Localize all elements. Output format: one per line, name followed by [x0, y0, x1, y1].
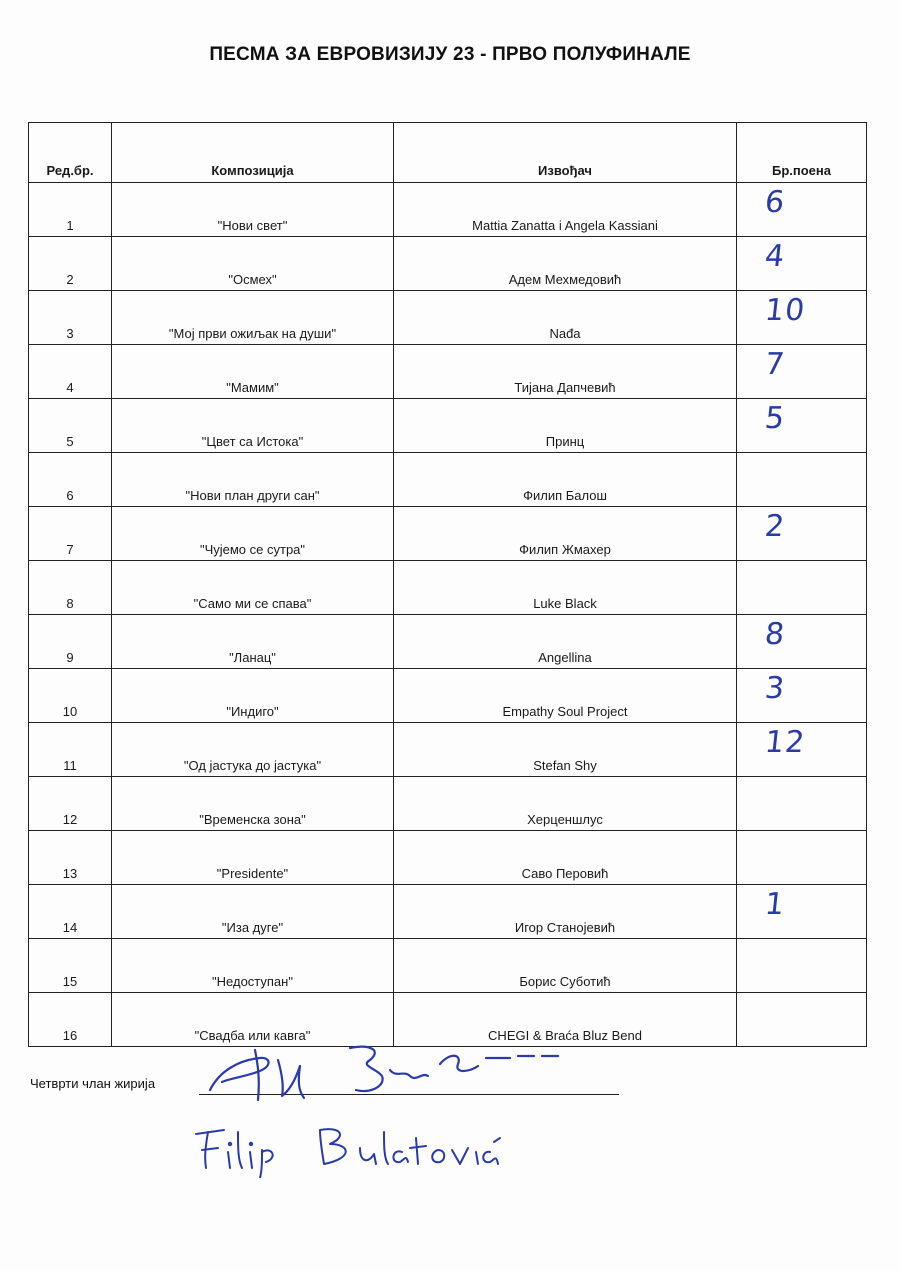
table-row [29, 507, 867, 561]
row-artist: Адем Мехмедовић [394, 237, 737, 291]
row-artist: Игор Станојевић [394, 885, 737, 939]
table-row [29, 291, 867, 345]
table-header-row [29, 123, 867, 183]
row-number: 9 [29, 615, 112, 669]
row-artist: Stefan Shy [394, 723, 737, 777]
row-song: "Ланац" [112, 615, 394, 669]
table-row [29, 723, 867, 777]
row-points: 1 [763, 887, 787, 922]
row-points: 4 [763, 239, 787, 274]
header-points: Бр.поена [737, 123, 867, 183]
row-points-cell [737, 453, 867, 507]
row-number: 11 [29, 723, 112, 777]
row-points-cell [737, 615, 867, 669]
row-points: 8 [763, 617, 787, 652]
row-points-cell [737, 885, 867, 939]
row-points-cell [737, 723, 867, 777]
row-artist: Nađa [394, 291, 737, 345]
table-row [29, 669, 867, 723]
row-artist: Филип Балош [394, 453, 737, 507]
row-points-cell [737, 669, 867, 723]
row-number: 16 [29, 993, 112, 1047]
row-artist: Тијана Дапчевић [394, 345, 737, 399]
table-row [29, 183, 867, 237]
signature-image [200, 1030, 580, 1110]
row-points: 12 [763, 725, 808, 760]
row-number: 8 [29, 561, 112, 615]
table-row [29, 939, 867, 993]
row-song: "Presidente" [112, 831, 394, 885]
row-song: "Нови план други сан" [112, 453, 394, 507]
row-number: 7 [29, 507, 112, 561]
row-song: "Нови свет" [112, 183, 394, 237]
row-number: 10 [29, 669, 112, 723]
row-points: 6 [763, 185, 787, 220]
row-points: 2 [763, 509, 787, 544]
row-song: "Иза дуге" [112, 885, 394, 939]
header-number: Ред.бр. [29, 123, 112, 183]
table-row [29, 561, 867, 615]
row-points: 10 [763, 293, 808, 328]
table-row [29, 399, 867, 453]
row-number: 4 [29, 345, 112, 399]
header-song: Композиција [112, 123, 394, 183]
row-points: 5 [763, 401, 787, 436]
ballot-table [28, 122, 867, 1047]
row-points-cell [737, 831, 867, 885]
row-artist: Принц [394, 399, 737, 453]
row-points: 3 [763, 671, 787, 706]
row-song: "Мој први ожиљак на души" [112, 291, 394, 345]
row-number: 6 [29, 453, 112, 507]
row-number: 3 [29, 291, 112, 345]
row-points: 7 [763, 347, 787, 382]
row-number: 14 [29, 885, 112, 939]
row-number: 12 [29, 777, 112, 831]
row-song: "Индиго" [112, 669, 394, 723]
row-points-cell [737, 939, 867, 993]
row-song: "Цвет са Истока" [112, 399, 394, 453]
row-song: "Осмех" [112, 237, 394, 291]
row-song: "Чујемо се сутра" [112, 507, 394, 561]
row-artist: Empathy Soul Project [394, 669, 737, 723]
table-row [29, 615, 867, 669]
page-title: ПЕСМА ЗА ЕВРОВИЗИЈУ 23 - ПРВО ПОЛУФИНАЛЕ [209, 44, 691, 65]
row-song: "Мамим" [112, 345, 394, 399]
row-song: "Свадба или кавга" [112, 993, 394, 1047]
table-row [29, 453, 867, 507]
table-row [29, 831, 867, 885]
table-body [29, 183, 867, 1047]
row-points-cell [737, 183, 867, 237]
row-points-cell [737, 993, 867, 1047]
row-points-cell [737, 561, 867, 615]
row-points-cell [737, 291, 867, 345]
row-number: 15 [29, 939, 112, 993]
row-artist: Филип Жмахер [394, 507, 737, 561]
jury-member-label: Четврти члан жирија [30, 1076, 156, 1091]
row-song: "Само ми се спава" [112, 561, 394, 615]
row-number: 13 [29, 831, 112, 885]
ballot-table-wrapper [28, 122, 866, 1047]
table-row [29, 885, 867, 939]
row-points-cell [737, 237, 867, 291]
row-artist: Саво Перовић [394, 831, 737, 885]
row-artist: Mattia Zanatta i Angela Kassiani [394, 183, 737, 237]
row-artist: Херценшлус [394, 777, 737, 831]
row-points-cell [737, 777, 867, 831]
table-row [29, 777, 867, 831]
header-artist: Извођач [394, 123, 737, 183]
row-number: 1 [29, 183, 112, 237]
row-points-cell [737, 507, 867, 561]
row-song: "Од јастука до јастука" [112, 723, 394, 777]
table-row [29, 345, 867, 399]
row-song: "Временска зона" [112, 777, 394, 831]
row-artist: Борис Суботић [394, 939, 737, 993]
row-number: 2 [29, 237, 112, 291]
row-artist: CHEGI & Braća Bluz Bend [394, 993, 737, 1047]
table-row [29, 237, 867, 291]
row-artist: Angellina [394, 615, 737, 669]
row-points-cell [737, 399, 867, 453]
row-artist: Luke Black [394, 561, 737, 615]
handwritten-name-image [190, 1118, 510, 1178]
row-number: 5 [29, 399, 112, 453]
row-points-cell [737, 345, 867, 399]
row-song: "Недоступан" [112, 939, 394, 993]
